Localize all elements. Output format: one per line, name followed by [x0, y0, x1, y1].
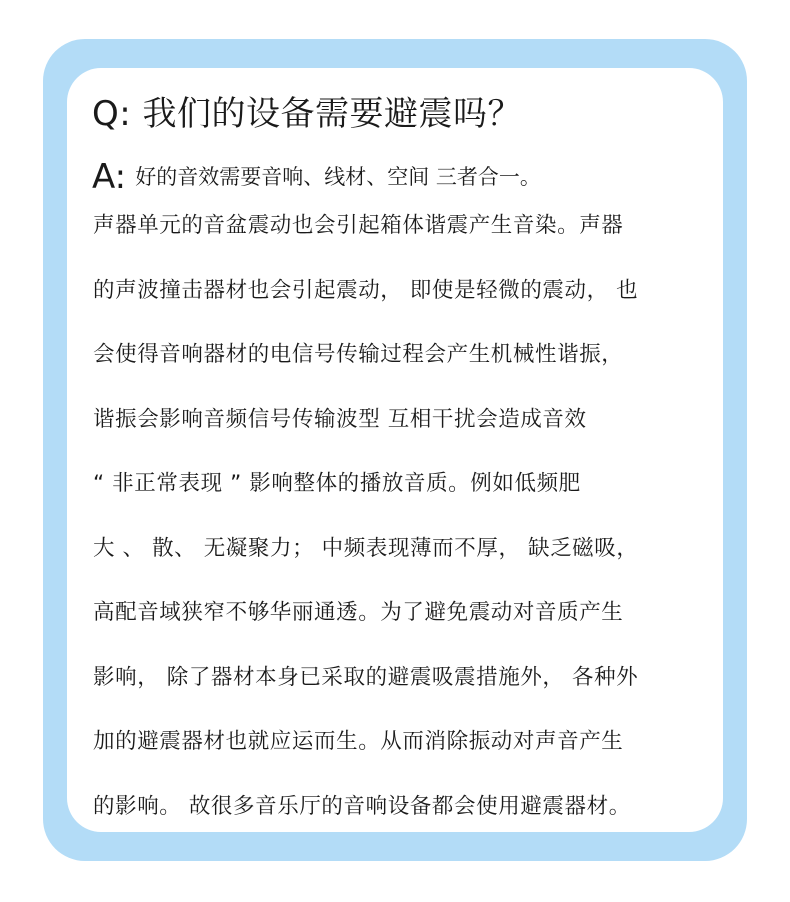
answer-body-line: 的声波撞击器材也会引起震动， 即使是轻微的震动， 也	[93, 277, 639, 303]
answer-body-line: 谐振会影响音频信号传输波型 互相干扰会造成音效	[93, 406, 587, 432]
answer-body-line: 的影响。 故很多音乐厅的音响设备都会使用避震器材。	[93, 793, 631, 819]
answer-body-line: 影响， 除了器材本身已采取的避震吸震措施外， 各种外	[93, 664, 639, 690]
answer-body-line: 声器单元的音盆震动也会引起箱体谐震产生音染。声器	[93, 213, 624, 238]
answer-body-line: 会使得音响器材的电信号传输过程会产生机械性谐振，	[93, 342, 624, 367]
answer-body-line: 高配音域狭窄不够华丽通透。为了避免震动对音质产生	[93, 600, 624, 625]
answer-body-line: “ 非正常表现 ” 影响整体的播放音质。例如低频肥	[93, 471, 581, 496]
answer-lead-text: 好的音效需要音响、线材、空间 三者合一。	[135, 165, 541, 189]
answer-body	[93, 194, 705, 839]
answer-body-line: 大 、 散、 无凝聚力； 中频表现薄而不厚， 缺乏磁吸，	[93, 535, 639, 561]
answer-body-line: 加的避震器材也就应运而生。从而消除振动对声音产生	[93, 729, 624, 754]
answer-prefix: A:	[92, 157, 127, 197]
question-heading: Q: 我们的设备需要避震吗？	[92, 94, 523, 134]
